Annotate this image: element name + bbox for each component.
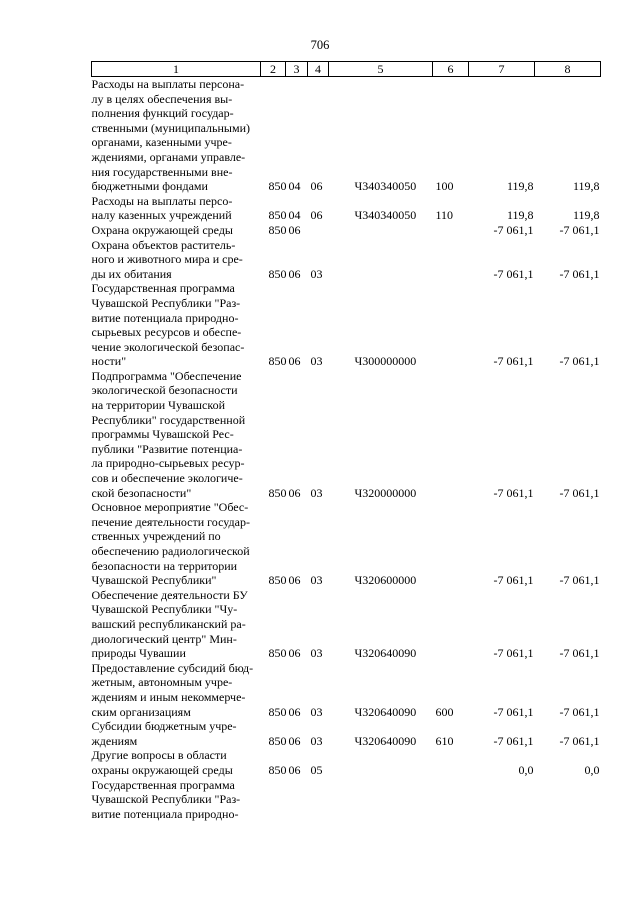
table-row [92,748,601,777]
section-code-cell: 06 [288,354,301,369]
amount-year1-cell: 119,8 [506,208,534,223]
ministry-code-cell: 850 [268,733,287,748]
expense-type-cell [433,778,469,822]
subsection-code-cell [308,778,329,822]
ministry-code-cell: 850 [268,573,287,588]
row-name-cell: Охрана объектов раститель- ного и животного мира и сре- ды их обитания [91,237,243,281]
expense-type-cell [433,281,469,369]
ministry-code-cell: 850 [268,704,287,719]
table-row [92,194,601,223]
section-code-cell: 04 [288,179,301,194]
section-code-cell: 06 [288,646,301,661]
target-article-cell: Ч320640090 [354,733,417,748]
target-article-cell: Ч340340050 [354,208,417,223]
expense-type-cell [433,500,469,588]
section-code-cell [286,778,308,822]
subsection-code-cell: 03 [310,573,323,588]
row-name-cell: Основное мероприятие "Обес- печение деятельности государ- ственных учреждений по обеспечению радиологической безопасности на территории Чувашской Республики" [91,500,250,588]
header-cell: 8 [535,62,601,77]
subsection-code-cell [308,223,329,238]
target-article-cell: Ч320640090 [354,704,417,719]
ministry-code-cell [261,778,286,822]
section-code-cell: 04 [288,208,301,223]
row-name-cell: Охрана окружающей среды [91,222,233,237]
table-row [92,281,601,369]
target-article-cell: Ч320600000 [354,573,417,588]
amount-year1-cell: -7 061,1 [493,704,534,719]
expense-type-cell: 110 [435,208,454,223]
section-code-cell: 06 [288,733,301,748]
section-code-cell: 06 [288,573,301,588]
target-article-cell: Ч300000000 [354,354,417,369]
header-cell: 5 [329,62,433,77]
ministry-code-cell: 850 [268,646,287,661]
target-article-cell: Ч320000000 [354,485,417,500]
subsection-code-cell: 06 [310,208,323,223]
header-cell: 2 [261,62,286,77]
subsection-code-cell: 03 [310,354,323,369]
header-cell: 6 [433,62,469,77]
expense-type-cell: 600 [435,704,454,719]
amount-year2-cell [535,778,601,822]
amount-year1-cell [469,778,535,822]
subsection-code-cell: 03 [310,266,323,281]
subsection-code-cell: 03 [310,646,323,661]
amount-year2-cell: -7 061,1 [559,266,600,281]
subsection-code-cell: 05 [310,762,323,777]
expense-type-cell: 100 [435,179,454,194]
amount-year2-cell: -7 061,1 [559,354,600,369]
expense-type-cell [433,238,469,282]
row-name-cell: Государственная программа Чувашской Республики "Раз- витие потенциала природно- [91,777,241,821]
subsection-code-cell: 03 [310,704,323,719]
amount-year2-cell: -7 061,1 [559,485,600,500]
amount-year2-cell: -7 061,1 [559,222,600,237]
table-row [92,588,601,661]
subsection-code-cell: 03 [310,485,323,500]
target-article-cell [329,778,433,822]
row-name-cell: Субсидии бюджетным учре- ждениям [91,719,237,748]
amount-year1-cell: -7 061,1 [493,266,534,281]
expense-type-cell [433,223,469,238]
amount-year1-cell: 0,0 [518,762,534,777]
table-row [92,778,601,822]
expense-type-cell: 610 [435,733,454,748]
ministry-code-cell: 850 [268,354,287,369]
row-name-cell: Подпрограмма "Обеспечение экологической безопасности на территории Чувашской Республики" государственной программы Чувашской Рес- публики "Развитие потенциа- ла природно-сырьевых ресур- сов и обеспечение экологиче- ской безопасности" [91,368,246,500]
section-code-cell: 06 [288,222,301,237]
table-row [92,369,601,500]
section-code-cell: 06 [288,485,301,500]
amount-year1-cell: -7 061,1 [493,733,534,748]
ministry-code-cell: 850 [268,179,287,194]
amount-year1-cell: -7 061,1 [493,354,534,369]
target-article-cell: Ч320640090 [354,646,417,661]
table-row [92,238,601,282]
ministry-code-cell: 850 [268,208,287,223]
row-name-cell: Предоставление субсидий бюд- жетным, автономным учре- ждениям и иным некоммерче- ским организациям [91,660,254,719]
header-row [92,62,601,77]
ministry-code-cell: 850 [268,485,287,500]
amount-year2-cell: -7 061,1 [559,646,600,661]
ministry-code-cell: 850 [268,266,287,281]
amount-year1-cell: -7 061,1 [493,222,534,237]
budget-table [91,61,601,821]
table-row [92,223,601,238]
amount-year1-cell: -7 061,1 [493,573,534,588]
expense-type-cell [433,748,469,777]
amount-year1-cell: -7 061,1 [493,646,534,661]
amount-year2-cell: 119,8 [572,179,600,194]
amount-year1-cell: -7 061,1 [493,485,534,500]
target-article-cell [329,223,433,238]
amount-year2-cell: 0,0 [584,762,600,777]
expense-type-cell [433,588,469,661]
amount-year2-cell: 119,8 [572,208,600,223]
target-article-cell: Ч340340050 [354,179,417,194]
row-name-cell: Государственная программа Чувашской Республики "Раз- витие потенциала природно- сырьевых ресурсов и обеспе- чение экологической безопас- ности" [91,281,245,369]
subsection-code-cell: 06 [310,179,323,194]
target-article-cell [329,748,433,777]
row-name-cell: Расходы на выплаты персона- лу в целях обеспечения вы- полнения функций государ- ственными (муниципальными) органами, казенными учре- ждениями, органами управле- ния государственными вне- бюджетными фондами [91,77,251,194]
expense-type-cell [433,369,469,500]
table-row [92,661,601,719]
target-article-cell [329,238,433,282]
section-code-cell: 06 [288,704,301,719]
row-name-cell: Другие вопросы в области охраны окружающей среды [91,748,233,777]
ministry-code-cell: 850 [268,762,287,777]
row-name-cell: Обеспечение деятельности БУ Чувашской Республики "Чу- вашский республиканский ра- диологический центр" Мин- природы Чувашии [91,587,248,661]
table-row [92,500,601,588]
section-code-cell: 06 [288,266,301,281]
table-row [92,77,601,194]
table-body [92,77,601,822]
amount-year2-cell: -7 061,1 [559,733,600,748]
header-cell: 4 [308,62,329,77]
row-name-cell: Расходы на выплаты персо- налу казенных учреждений [91,193,233,223]
amount-year2-cell: -7 061,1 [559,573,600,588]
amount-year2-cell: -7 061,1 [559,704,600,719]
section-code-cell: 06 [288,762,301,777]
header-cell: 1 [92,62,261,77]
table-row [92,719,601,748]
amount-year1-cell: 119,8 [506,179,534,194]
header-cell: 7 [469,62,535,77]
ministry-code-cell: 850 [268,222,287,237]
header-cell: 3 [286,62,308,77]
subsection-code-cell: 03 [310,733,323,748]
page-number: 706 [310,38,330,52]
